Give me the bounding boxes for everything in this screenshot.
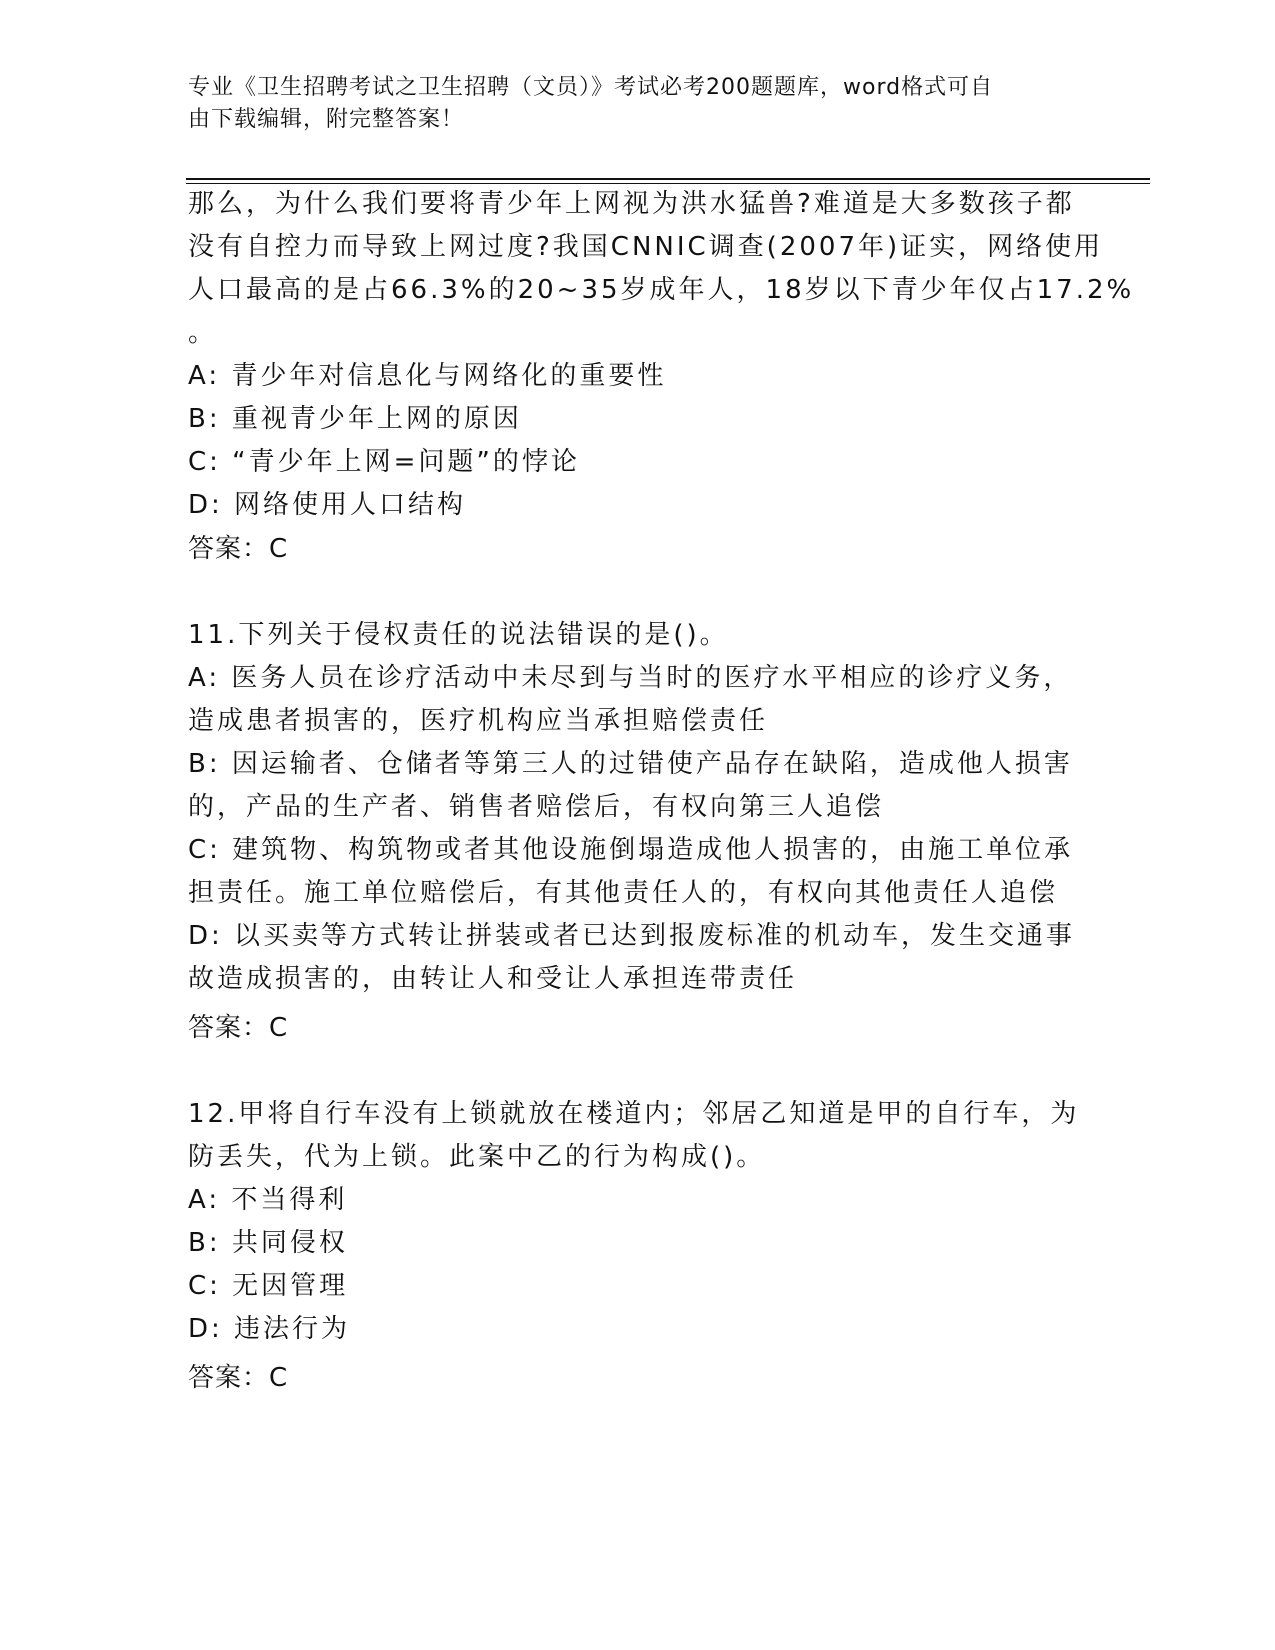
option-b: B: 共同侵权 bbox=[188, 1228, 348, 1258]
option-a: A: 医务人员在诊疗活动中未尽到与当时的医疗水平相应的诊疗义务， bbox=[188, 663, 1073, 693]
question-stem-line: 11.下列关于侵权责任的说法错误的是()。 bbox=[188, 620, 729, 650]
option-c-continued: 担责任。施工单位赔偿后，有其他责任人的，有权向其他责任人追偿 bbox=[188, 878, 1059, 908]
option-a-continued: 造成患者损害的，医疗机构应当承担赔偿责任 bbox=[188, 706, 769, 736]
answer: 答案：C bbox=[188, 534, 289, 564]
answer: 答案：C bbox=[188, 1363, 289, 1393]
question-stem-line: 没有自控力而导致上网过度?我国CNNIC调查(2007年)证实，网络使用 bbox=[188, 232, 1104, 262]
option-c: C: 建筑物、构筑物或者其他设施倒塌造成他人损害的，由施工单位承 bbox=[188, 835, 1074, 865]
header-divider bbox=[186, 178, 1150, 180]
option-b: B: 重视青少年上网的原因 bbox=[188, 404, 522, 434]
option-d-continued: 故造成损害的，由转让人和受让人承担连带责任 bbox=[188, 964, 798, 994]
document-header bbox=[188, 72, 1068, 136]
option-b: B: 因运输者、仓储者等第三人的过错使产品存在缺陷，造成他人损害 bbox=[188, 749, 1073, 779]
option-d: D: 网络使用人口结构 bbox=[188, 490, 467, 520]
question-stem-line: 人口最高的是占66.3%的20~35岁成年人，18岁以下青少年仅占17.2% bbox=[188, 275, 1135, 305]
header-divider bbox=[186, 183, 1150, 184]
option-a: A: 不当得利 bbox=[188, 1185, 348, 1215]
question-stem-line: 那么，为什么我们要将青少年上网视为洪水猛兽?难道是大多数孩子都 bbox=[188, 189, 1075, 219]
question-stem-line: 。 bbox=[188, 318, 218, 348]
answer: 答案：C bbox=[188, 1013, 289, 1043]
question-stem-line: 12.甲将自行车没有上锁就放在楼道内；邻居乙知道是甲的自行车，为 bbox=[188, 1099, 1080, 1129]
option-d: D: 以买卖等方式转让拼装或者已达到报废标准的机动车，发生交通事 bbox=[188, 921, 1076, 951]
option-a: A: 青少年对信息化与网络化的重要性 bbox=[188, 361, 667, 391]
header-line: 由下载编辑，附完整答案！ bbox=[188, 107, 465, 132]
option-b-continued: 的，产品的生产者、销售者赔偿后，有权向第三人追偿 bbox=[188, 792, 885, 822]
option-d: D: 违法行为 bbox=[188, 1314, 351, 1344]
option-c: C: “青少年上网=问题”的悖论 bbox=[188, 447, 580, 477]
option-c: C: 无因管理 bbox=[188, 1271, 349, 1301]
question-stem-line: 防丢失，代为上锁。此案中乙的行为构成()。 bbox=[188, 1142, 766, 1172]
header-line: 专业《卫生招聘考试之卫生招聘（文员）》考试必考200题题库，word格式可自 bbox=[188, 75, 994, 100]
